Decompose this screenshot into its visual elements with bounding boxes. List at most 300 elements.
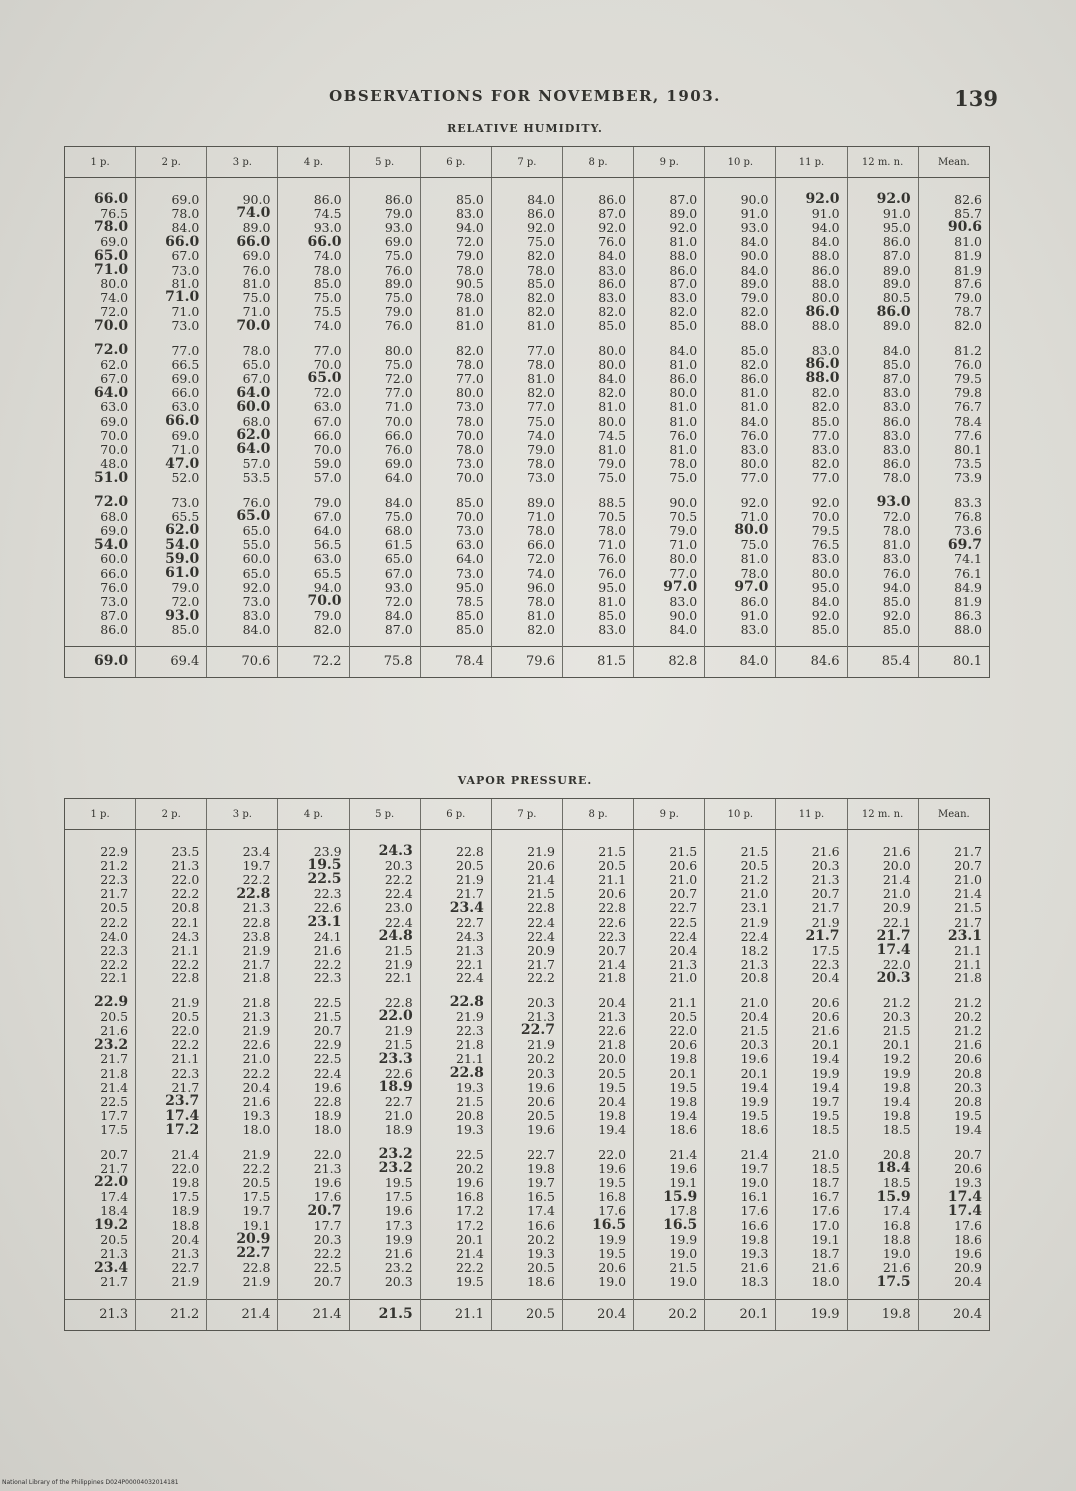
extreme-value: 24.8	[378, 928, 413, 945]
table-cell: 16.6	[491, 1218, 562, 1232]
table-cell: 79.0	[278, 609, 349, 623]
table-cell: 19.8	[634, 1094, 705, 1108]
table-cell: 92.0	[562, 220, 633, 234]
table-cell	[65, 985, 136, 1009]
table-cell: 64.0	[278, 523, 349, 537]
table-cell: 63.0	[278, 400, 349, 414]
table-cell: 20.3	[491, 985, 562, 1009]
table-cell: 82.6	[918, 178, 989, 207]
table-cell: 22.2	[420, 1261, 491, 1275]
table-cell: 69.0	[65, 523, 136, 537]
table-cell	[776, 929, 847, 943]
table-cell: 20.2	[634, 1300, 705, 1331]
table-cell: 19.3	[420, 1080, 491, 1094]
table-cell: 20.4	[634, 943, 705, 957]
table-cell: 19.5	[918, 1109, 989, 1123]
table-cell: 70.0	[420, 428, 491, 442]
table-cell: 18.8	[847, 1232, 918, 1246]
table-cell: 85.0	[847, 357, 918, 371]
table-cell: 21.9	[420, 1009, 491, 1023]
table-cell: 17.4	[847, 1204, 918, 1218]
table-cell: 79.0	[349, 305, 420, 319]
table-cell	[918, 929, 989, 943]
table-cell: 24.3	[136, 929, 207, 943]
table-row	[65, 249, 990, 263]
extreme-value: 21.7	[805, 928, 840, 945]
table-cell: 85.0	[420, 178, 491, 207]
table-row	[65, 523, 990, 537]
table-cell: 21.4	[65, 1080, 136, 1094]
extreme-value: 21.5	[378, 1306, 413, 1323]
table-cell: 17.6	[278, 1190, 349, 1204]
table-cell: 20.7	[776, 887, 847, 901]
table-cell: 21.7	[65, 1052, 136, 1066]
table-cell: 79.8	[918, 386, 989, 400]
table-cell: 20.8	[918, 1066, 989, 1080]
table-cell: 71.0	[705, 509, 776, 523]
extreme-value: 70.0	[307, 593, 342, 610]
table-cell: 18.0	[207, 1123, 278, 1137]
table-cell: 22.4	[420, 971, 491, 985]
table-cell: 19.7	[776, 1094, 847, 1108]
extreme-value: 86.0	[805, 303, 840, 320]
extreme-value: 23.7	[165, 1093, 200, 1110]
table-cell: 83.0	[776, 442, 847, 456]
extreme-value: 23.1	[947, 928, 982, 945]
table-cell: 22.8	[420, 830, 491, 859]
table-cell: 85.0	[705, 333, 776, 357]
table-cell: 86.0	[634, 371, 705, 385]
column-header: 3 p.	[207, 799, 278, 830]
table-cell: 17.5	[65, 1123, 136, 1137]
table-cell	[847, 485, 918, 509]
table-cell	[278, 915, 349, 929]
table-cell: 20.1	[776, 1038, 847, 1052]
table-cell: 18.5	[776, 1161, 847, 1175]
table-cell	[705, 580, 776, 594]
table-cell: 84.0	[634, 333, 705, 357]
table-cell	[207, 1246, 278, 1260]
table-cell: 56.5	[278, 538, 349, 552]
table-row	[65, 485, 990, 509]
table-cell: 68.0	[65, 509, 136, 523]
table-cell	[634, 1218, 705, 1232]
extreme-value: 17.5	[876, 1273, 911, 1290]
table-cell: 16.8	[847, 1218, 918, 1232]
table-cell	[349, 830, 420, 859]
table-cell: 20.2	[491, 1052, 562, 1066]
table-cell: 20.3	[705, 1038, 776, 1052]
table-cell: 22.2	[65, 958, 136, 971]
table-cell: 19.4	[847, 1094, 918, 1108]
table-cell: 21.6	[207, 1094, 278, 1108]
table-cell: 80.0	[349, 333, 420, 357]
table-cell: 80.0	[65, 277, 136, 290]
table-cell: 21.5	[278, 1009, 349, 1023]
table-cell: 21.5	[634, 830, 705, 859]
table-cell: 84.0	[562, 249, 633, 263]
table-cell: 23.2	[349, 1261, 420, 1275]
table-cell	[65, 333, 136, 357]
table-cell: 92.0	[776, 609, 847, 623]
table-cell: 77.0	[491, 400, 562, 414]
table-cell: 64.0	[420, 552, 491, 566]
extreme-value: 23.2	[378, 1160, 413, 1177]
table-cell: 19.6	[705, 1052, 776, 1066]
table-cell: 19.8	[847, 1080, 918, 1094]
table-cell: 74.0	[491, 566, 562, 580]
table-cell: 81.0	[634, 442, 705, 456]
vapor-pressure-table	[64, 798, 990, 1331]
table-cell	[776, 357, 847, 371]
table-cell: 19.4	[918, 1123, 989, 1137]
extreme-value: 23.4	[94, 1259, 129, 1276]
table-cell: 21.8	[562, 1038, 633, 1052]
table-row	[65, 333, 990, 357]
table-cell: 83.0	[847, 386, 918, 400]
table-cell: 22.4	[349, 915, 420, 929]
table-cell: 20.1	[847, 1038, 918, 1052]
table-cell: 20.7	[278, 1275, 349, 1300]
table-cell: 70.6	[207, 647, 278, 678]
table-cell: 89.0	[491, 485, 562, 509]
table-cell: 21.4	[562, 958, 633, 971]
table-cell	[136, 1123, 207, 1137]
table-cell: 83.0	[847, 428, 918, 442]
table-cell: 82.0	[491, 290, 562, 304]
table-cell: 74.0	[491, 428, 562, 442]
table-cell: 19.6	[278, 1080, 349, 1094]
table-row	[65, 830, 990, 859]
table-cell: 20.5	[420, 858, 491, 872]
table-cell: 86.0	[278, 178, 349, 207]
table-cell	[207, 319, 278, 333]
table-cell: 91.0	[847, 206, 918, 220]
table-cell: 79.0	[349, 206, 420, 220]
table-cell: 94.0	[278, 580, 349, 594]
table-cell: 20.7	[918, 1137, 989, 1161]
table-cell: 81.0	[491, 319, 562, 333]
table-cell: 74.0	[278, 319, 349, 333]
table-row	[65, 1161, 990, 1175]
page-title: OBSERVATIONS FOR NOVEMBER, 1903.	[329, 87, 721, 105]
table-row	[65, 1261, 990, 1275]
table-cell: 19.9	[776, 1066, 847, 1080]
table-cell: 21.5	[847, 1023, 918, 1037]
table-cell: 22.1	[136, 915, 207, 929]
table-row	[65, 929, 990, 943]
table-cell: 19.3	[207, 1109, 278, 1123]
table-cell: 82.0	[491, 305, 562, 319]
table-cell: 88.0	[918, 623, 989, 647]
table-cell: 24.0	[65, 929, 136, 943]
table-cell: 17.2	[420, 1218, 491, 1232]
table-cell: 87.0	[847, 249, 918, 263]
table-cell: 19.5	[634, 1080, 705, 1094]
table-cell: 20.5	[65, 1232, 136, 1246]
table-cell: 89.0	[207, 220, 278, 234]
table-row	[65, 442, 990, 456]
table-cell: 78.0	[420, 357, 491, 371]
table-cell: 80.0	[420, 386, 491, 400]
table-cell: 21.4	[491, 872, 562, 886]
table-cell: 21.9	[776, 915, 847, 929]
table-cell: 85.0	[847, 623, 918, 647]
table-row	[65, 1094, 990, 1108]
table-cell: 80.0	[562, 333, 633, 357]
table-cell: 76.0	[918, 357, 989, 371]
table-cell: 18.6	[705, 1123, 776, 1137]
table-cell: 70.0	[776, 509, 847, 523]
table-cell: 20.3	[349, 1275, 420, 1300]
table-cell: 19.9	[349, 1232, 420, 1246]
table-cell: 84.9	[918, 580, 989, 594]
table-cell: 92.0	[491, 220, 562, 234]
column-header: 10 p.	[705, 799, 776, 830]
table-cell: 78.0	[491, 357, 562, 371]
column-header: 6 p.	[420, 799, 491, 830]
table-cell: 81.0	[705, 386, 776, 400]
table-row	[65, 609, 990, 623]
table-cell: 20.8	[420, 1109, 491, 1123]
table-row	[65, 594, 990, 608]
table-cell: 21.3	[562, 1009, 633, 1023]
table-cell: 21.5	[491, 887, 562, 901]
table-cell: 21.6	[847, 830, 918, 859]
table-cell: 19.4	[705, 1080, 776, 1094]
table-cell: 67.0	[349, 566, 420, 580]
table-cell: 82.0	[491, 623, 562, 647]
table-cell: 20.4	[918, 1275, 989, 1300]
table-cell: 70.0	[65, 428, 136, 442]
table-cell: 19.0	[562, 1275, 633, 1300]
table-cell: 89.0	[847, 319, 918, 333]
table-cell: 20.5	[136, 1009, 207, 1023]
table-cell: 78.0	[491, 263, 562, 277]
table-cell: 22.3	[420, 1023, 491, 1037]
table-row	[65, 220, 990, 234]
table-cell: 21.3	[634, 958, 705, 971]
table-cell: 20.7	[278, 1023, 349, 1037]
table-cell: 20.4	[705, 1009, 776, 1023]
extreme-value: 61.0	[165, 565, 200, 582]
table-cell: 84.0	[705, 263, 776, 277]
column-header: 4 p.	[278, 799, 349, 830]
table-cell: 17.4	[65, 1190, 136, 1204]
table-cell: 20.3	[278, 1232, 349, 1246]
table-cell: 21.3	[65, 1246, 136, 1260]
table-cell: 20.2	[420, 1161, 491, 1175]
table-cell: 82.0	[491, 386, 562, 400]
table-cell: 21.5	[349, 943, 420, 957]
table-cell: 19.3	[420, 1123, 491, 1137]
table-cell: 93.0	[278, 220, 349, 234]
table-cell: 92.0	[847, 609, 918, 623]
table-cell: 22.2	[136, 958, 207, 971]
table-cell: 65.0	[207, 566, 278, 580]
table-cell: 73.0	[420, 566, 491, 580]
table-cell: 84.0	[349, 485, 420, 509]
table-cell	[705, 523, 776, 537]
table-cell: 20.6	[562, 1261, 633, 1275]
extreme-value: 66.0	[165, 233, 200, 250]
table-cell: 18.6	[634, 1123, 705, 1137]
table-cell: 79.0	[420, 249, 491, 263]
table-cell: 87.0	[65, 609, 136, 623]
table-cell: 88.0	[776, 319, 847, 333]
table-cell: 22.0	[136, 1023, 207, 1037]
table-cell	[847, 929, 918, 943]
table-cell: 20.3	[349, 858, 420, 872]
table-cell: 21.7	[207, 958, 278, 971]
table-cell: 22.4	[705, 929, 776, 943]
table-cell: 76.8	[918, 509, 989, 523]
table-cell	[776, 305, 847, 319]
column-header: 1 p.	[65, 799, 136, 830]
table-cell	[207, 1232, 278, 1246]
scan-footer: National Library of the Philippines D024P00004032014181	[2, 1479, 179, 1486]
table-cell: 87.0	[634, 178, 705, 207]
table-row	[65, 538, 990, 552]
extreme-value: 17.4	[947, 1202, 982, 1219]
table-cell: 80.0	[562, 414, 633, 428]
table-cell: 21.3	[136, 1246, 207, 1260]
extreme-value: 15.9	[876, 1188, 911, 1205]
table-cell: 94.0	[847, 580, 918, 594]
table-cell: 21.0	[634, 971, 705, 985]
table-cell	[278, 594, 349, 608]
table-cell	[349, 1137, 420, 1161]
table-cell: 81.0	[207, 277, 278, 290]
table-cell: 94.0	[776, 220, 847, 234]
table-cell: 67.0	[65, 371, 136, 385]
table-cell: 18.9	[278, 1109, 349, 1123]
table-cell	[65, 386, 136, 400]
table-cell	[65, 319, 136, 333]
table-cell: 81.0	[562, 594, 633, 608]
table-cell: 20.8	[847, 1137, 918, 1161]
table-cell: 20.5	[65, 901, 136, 915]
table-cell: 71.0	[491, 509, 562, 523]
table-cell: 75.8	[349, 647, 420, 678]
table-cell: 76.0	[349, 263, 420, 277]
table-cell	[207, 400, 278, 414]
table-cell: 71.0	[634, 538, 705, 552]
table-cell: 67.0	[278, 509, 349, 523]
table-cell: 17.6	[705, 1204, 776, 1218]
table-cell: 21.7	[65, 1275, 136, 1300]
table-cell: 53.5	[207, 471, 278, 485]
table-cell: 82.0	[776, 386, 847, 400]
table-cell: 90.0	[634, 609, 705, 623]
table-cell: 66.0	[278, 428, 349, 442]
table-cell: 84.6	[776, 647, 847, 678]
table-cell: 17.6	[918, 1218, 989, 1232]
table-cell: 22.4	[491, 915, 562, 929]
table-cell: 80.5	[847, 290, 918, 304]
table-cell: 70.0	[278, 442, 349, 456]
table-cell: 69.0	[65, 414, 136, 428]
table-cell: 88.0	[705, 319, 776, 333]
table-cell: 76.5	[776, 538, 847, 552]
extreme-value: 62.0	[236, 427, 271, 444]
table-cell: 70.0	[420, 509, 491, 523]
table-cell: 92.0	[705, 485, 776, 509]
table-cell: 17.5	[776, 943, 847, 957]
extreme-value: 64.0	[94, 384, 129, 401]
table-cell: 20.6	[491, 858, 562, 872]
table-cell: 92.0	[634, 220, 705, 234]
table-cell: 69.0	[136, 178, 207, 207]
table-cell: 20.9	[491, 943, 562, 957]
table-cell: 83.0	[562, 623, 633, 647]
table-cell: 17.7	[65, 1109, 136, 1123]
table-cell: 81.0	[562, 400, 633, 414]
table-cell	[65, 1038, 136, 1052]
table-cell: 21.6	[776, 1261, 847, 1275]
table-cell: 17.3	[349, 1218, 420, 1232]
table-cell: 71.0	[136, 442, 207, 456]
table-cell: 79.0	[705, 290, 776, 304]
table-cell: 80.1	[918, 647, 989, 678]
table-cell: 62.0	[65, 357, 136, 371]
table-cell: 82.0	[918, 319, 989, 333]
table-cell: 82.0	[420, 333, 491, 357]
table-row	[65, 277, 990, 290]
table-cell: 73.0	[136, 485, 207, 509]
extreme-value: 23.2	[94, 1036, 129, 1053]
table-cell: 73.0	[420, 457, 491, 471]
extreme-value: 80.0	[734, 522, 769, 539]
relative-humidity-header-row	[65, 147, 990, 178]
column-header: 7 p.	[491, 799, 562, 830]
table-cell: 22.2	[349, 872, 420, 886]
table-cell: 87.0	[847, 371, 918, 385]
table-cell	[349, 1161, 420, 1175]
table-cell: 21.1	[918, 958, 989, 971]
table-cell: 20.6	[918, 1052, 989, 1066]
table-cell: 20.0	[847, 858, 918, 872]
table-cell: 20.6	[634, 1038, 705, 1052]
table-cell: 63.0	[65, 400, 136, 414]
table-cell	[207, 235, 278, 249]
table-cell: 16.7	[776, 1190, 847, 1204]
table-cell: 84.0	[776, 235, 847, 249]
table-cell: 22.3	[562, 929, 633, 943]
table-cell	[65, 220, 136, 234]
table-cell: 76.0	[562, 235, 633, 249]
table-cell: 67.0	[207, 371, 278, 385]
table-cell: 23.1	[705, 901, 776, 915]
table-cell: 86.0	[705, 594, 776, 608]
table-cell: 78.0	[207, 333, 278, 357]
table-cell: 71.0	[207, 305, 278, 319]
table-cell: 78.0	[420, 263, 491, 277]
table-cell: 19.0	[634, 1275, 705, 1300]
table-cell: 83.0	[634, 290, 705, 304]
table-cell: 20.6	[776, 1009, 847, 1023]
table-cell: 21.3	[491, 1009, 562, 1023]
table-cell	[65, 1261, 136, 1275]
table-cell	[918, 220, 989, 234]
table-cell: 22.5	[420, 1137, 491, 1161]
table-cell: 22.8	[136, 971, 207, 985]
table-cell	[634, 1190, 705, 1204]
column-header: 5 p.	[349, 147, 420, 178]
table-cell: 21.8	[207, 971, 278, 985]
table-cell: 18.9	[136, 1204, 207, 1218]
table-cell: 89.0	[847, 263, 918, 277]
